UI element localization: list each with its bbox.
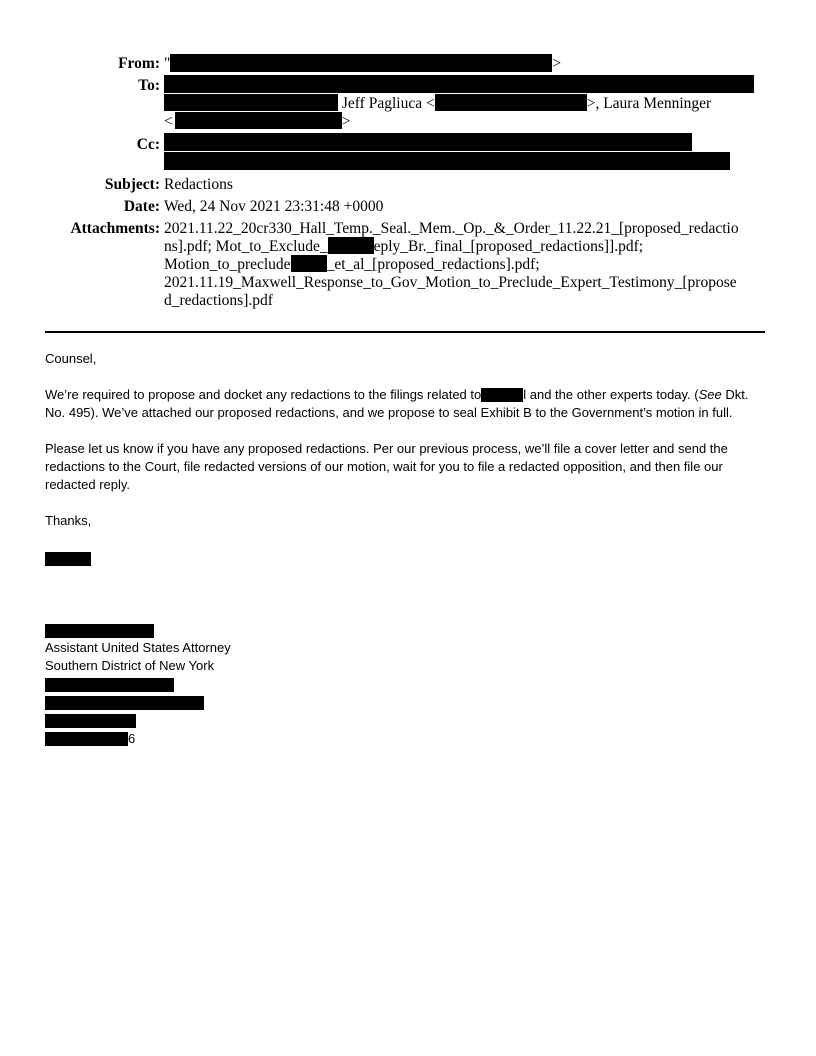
paragraph-text: l and the other experts today. ( (523, 387, 699, 402)
redaction (45, 696, 204, 710)
attachment-text: ns].pdf; Mot_to_Exclude_ (164, 238, 328, 255)
attachment-line[interactable]: 2021.11.19_Maxwell_Response_to_Gov_Motion_to_Preclude_Expert_Testimony_[propose (164, 274, 737, 291)
attachment-line[interactable]: d_redactions].pdf (164, 292, 273, 309)
subject-label: Subject: (104, 176, 160, 193)
subject-value: Redactions (164, 176, 233, 193)
redaction (45, 552, 91, 566)
paragraph: Please let us know if you have any proposed redactions. Per our previous process, we’ll file a cover letter and send the redactions to the Court, file redacted versions of our motion, wait for you to file a redacted opposition, and then file our redacted reply. (45, 441, 728, 492)
attachments-label: Attachments: (70, 220, 160, 237)
redaction (164, 152, 730, 170)
paragraph-text: Dkt. No. 495). We’ve attached our proposed redactions, and we propose to seal Exhibit B to the Government’s motion in full. (45, 387, 749, 420)
redaction (170, 54, 552, 72)
paragraph (45, 386, 767, 422)
date-label: Date: (123, 198, 160, 215)
attachment-line[interactable] (164, 255, 540, 274)
redaction (45, 678, 174, 692)
to-gt: > (341, 113, 351, 130)
from-quote: " (164, 55, 171, 72)
citation-signal: See (698, 387, 722, 402)
email-body (45, 350, 767, 530)
salutation: Counsel, (45, 351, 97, 366)
redaction (164, 133, 692, 151)
paragraph-text: We’re required to propose and docket any redactions to the filings related to (45, 387, 482, 402)
redaction (328, 237, 374, 254)
redaction (164, 94, 338, 111)
redaction (45, 732, 128, 746)
redaction (435, 94, 587, 111)
date-value: Wed, 24 Nov 2021 23:31:48 +0000 (164, 198, 384, 215)
signature-title: Assistant United States Attorney (45, 640, 231, 655)
attachment-text: _et_al_[proposed_redactions].pdf; (326, 256, 540, 273)
to-label: To: (138, 77, 160, 94)
redaction (45, 624, 154, 638)
redaction (45, 714, 136, 728)
attachment-line[interactable] (164, 237, 643, 256)
signature-office: Southern District of New York (45, 658, 215, 673)
to-name-menninger: >, Laura Menninger (586, 95, 712, 112)
phone-suffix: 6 (128, 731, 136, 746)
signature-phone (45, 730, 135, 748)
to-name-pagliuca: Jeff Pagliuca < (341, 95, 435, 112)
from-value (164, 54, 561, 73)
closing: Thanks, (45, 513, 92, 528)
from-label: From: (118, 55, 160, 72)
redaction (164, 75, 754, 93)
to-value-line2 (164, 94, 711, 113)
redaction (291, 255, 327, 272)
from-angle: > (552, 55, 562, 72)
redaction (175, 112, 342, 129)
attachment-text: Motion_to_preclude (164, 256, 291, 273)
cc-label: Cc: (136, 136, 160, 153)
attachment-line[interactable]: 2021.11.22_20cr330_Hall_Temp._Seal._Mem._Op._&_Order_11.22.21_[proposed_redactio (164, 220, 739, 237)
attachment-text: eply_Br._final_[proposed_redactions]].pdf; (373, 238, 644, 255)
redaction (481, 388, 523, 402)
header-divider (45, 331, 765, 333)
to-value-line3 (164, 112, 351, 131)
to-lt: < (164, 113, 173, 130)
